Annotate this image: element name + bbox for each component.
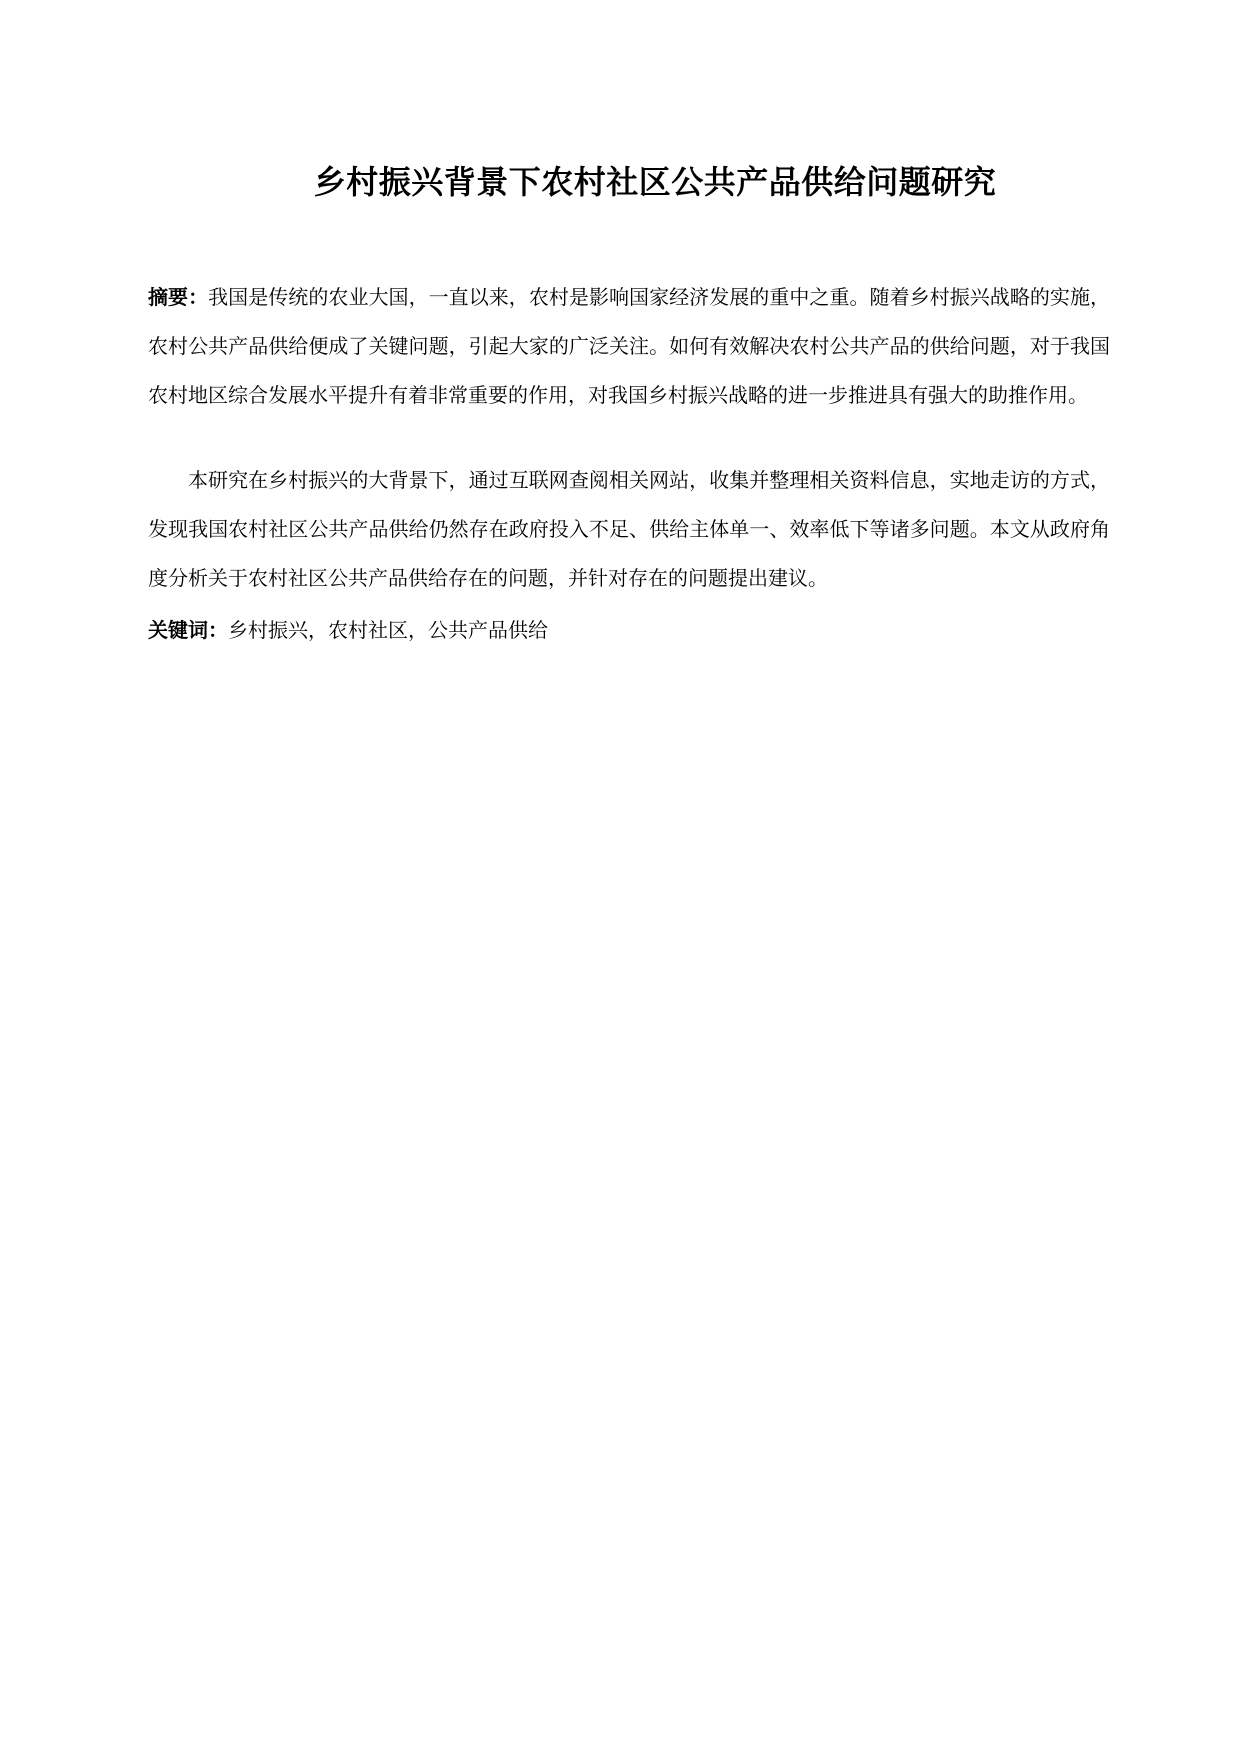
keywords-line <box>148 606 1110 655</box>
body-paragraph: 本研究在乡村振兴的大背景下，通过互联网查阅相关网站，收集并整理相关资料信息，实地走访的方式，发现我国农村社区公共产品供给仍然存在政府投入不足、供给主体单一、效率低下等诸多问题。本文从政府角度分析关于农村社区公共产品供给存在的问题，并针对存在的问题提出建议。 <box>148 468 1110 590</box>
abstract-label: 摘要： <box>148 285 209 309</box>
abstract-text: 我国是传统的农业大国，一直以来，农村是影响国家经济发展的重中之重。随着乡村振兴战略的实施，农村公共产品供给便成了关键问题，引起大家的广泛关注。如何有效解决农村公共产品的供给问题，对于我国农村地区综合发展水平提升有着非常重要的作用，对我国乡村振兴战略的进一步推进具有强大的助推作用。 <box>148 285 1111 407</box>
abstract-paragraph <box>148 273 1110 420</box>
document-title: 乡村振兴背景下农村社区公共产品供给问题研究 <box>313 163 997 201</box>
keywords-text: 乡村振兴，农村社区，公共产品供给 <box>228 618 548 642</box>
keywords-label: 关键词： <box>148 618 228 642</box>
